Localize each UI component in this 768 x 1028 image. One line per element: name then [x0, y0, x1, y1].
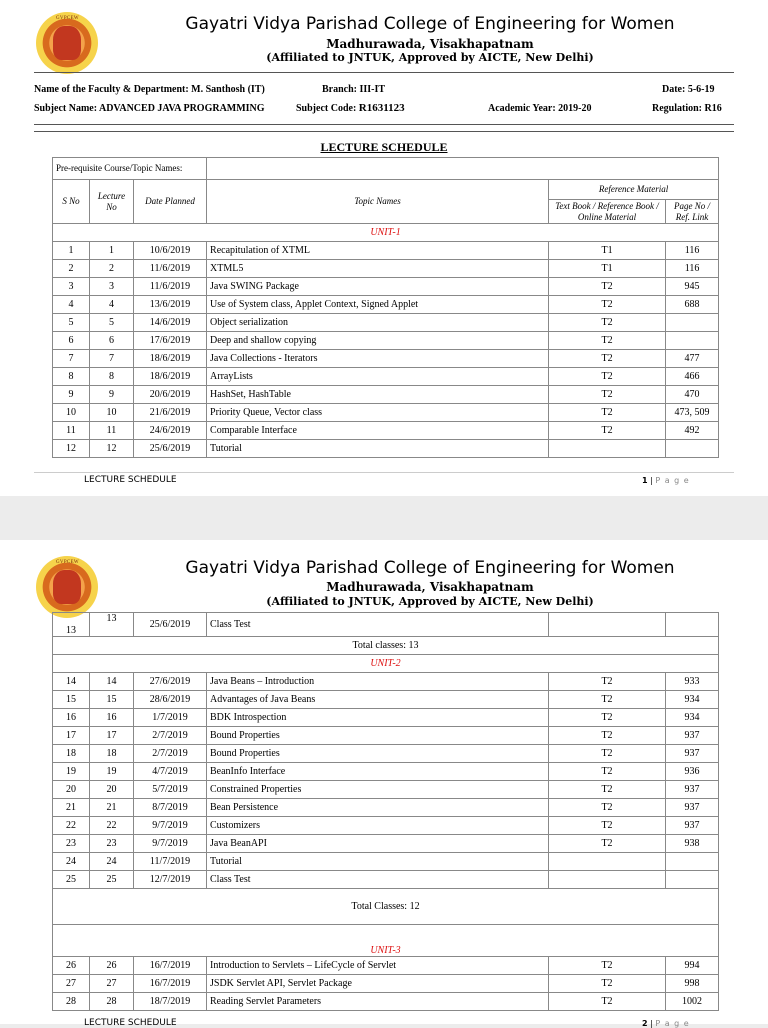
cell-topic: BDK Introspection: [207, 709, 549, 727]
cell-sno: 6: [53, 332, 90, 350]
cell-sno: 1: [53, 242, 90, 260]
cell-date-planned: 25/6/2019: [134, 440, 207, 458]
subject-name: Subject Name: ADVANCED JAVA PROGRAMMING: [34, 103, 265, 114]
total-classes-unit-1: Total classes: 13: [53, 637, 719, 655]
cell-sno: 25: [53, 871, 90, 889]
class-test-topic: Class Test: [207, 613, 549, 637]
cell-lecture-no: 11: [90, 422, 134, 440]
cell-textbook: [549, 871, 666, 889]
cell-topic: Java SWING Package: [207, 278, 549, 296]
cell-lecture-no: 27: [90, 975, 134, 993]
cell-topic: Recapitulation of XTML: [207, 242, 549, 260]
header-date: Date Planned: [134, 180, 207, 224]
college-affiliation: (Affiliated to JNTUK, Approved by AICTE, New Delhi): [266, 51, 594, 64]
cell-page-no: 998: [666, 975, 719, 993]
cell-date-planned: 10/6/2019: [134, 242, 207, 260]
cell-topic: Reading Servlet Parameters: [207, 993, 549, 1011]
footer-label: LECTURE SCHEDULE: [84, 475, 177, 485]
cell-lecture-no: 20: [90, 781, 134, 799]
table-row: [53, 314, 719, 332]
cell-textbook: T2: [549, 745, 666, 763]
cell-date-planned: 2/7/2019: [134, 727, 207, 745]
header-topic: Topic Names: [207, 180, 549, 224]
cell-topic: Comparable Interface: [207, 422, 549, 440]
cell-topic: Deep and shallow copying: [207, 332, 549, 350]
table-row: [53, 709, 719, 727]
college-logo-icon: GVPCEW: [36, 12, 98, 74]
schedule-table-page1: [52, 157, 719, 458]
header-lecture: Lecture No: [90, 180, 134, 224]
table-row: [53, 957, 719, 975]
cell-textbook: T2: [549, 763, 666, 781]
table-row: [53, 368, 719, 386]
unit-3-label: UNIT-3: [53, 925, 719, 957]
cell-date-planned: 11/7/2019: [134, 853, 207, 871]
table-row: [53, 781, 719, 799]
cell-textbook: T2: [549, 975, 666, 993]
schedule-table-page2: [52, 612, 719, 1011]
cell-date-planned: 8/7/2019: [134, 799, 207, 817]
cell-sno: 2: [53, 260, 90, 278]
cell-textbook: T2: [549, 350, 666, 368]
cell-sno: 26: [53, 957, 90, 975]
footer-label: LECTURE SCHEDULE: [84, 1018, 177, 1028]
cell-textbook: T2: [549, 386, 666, 404]
cell-date-planned: 9/7/2019: [134, 835, 207, 853]
cell-sno: 14: [53, 673, 90, 691]
cell-page-no: [666, 871, 719, 889]
table-row: [53, 799, 719, 817]
cell-date-planned: 13/6/2019: [134, 296, 207, 314]
cell-page-no: 938: [666, 835, 719, 853]
unit-2-label: UNIT-2: [53, 655, 719, 673]
cell-lecture-no: 5: [90, 314, 134, 332]
cell-textbook: T1: [549, 260, 666, 278]
college-name: Gayatri Vidya Parishad College of Engineering for Women: [185, 558, 675, 578]
cell-sno: 28: [53, 993, 90, 1011]
cell-lecture-no: 19: [90, 763, 134, 781]
cell-lecture-no: 1: [90, 242, 134, 260]
cell-topic: Tutorial: [207, 440, 549, 458]
cell-sno: 22: [53, 817, 90, 835]
cell-lecture-no: 21: [90, 799, 134, 817]
cell-page-no: 937: [666, 799, 719, 817]
cell-lecture-no: 9: [90, 386, 134, 404]
cell-sno: 18: [53, 745, 90, 763]
cell-lecture-no: 3: [90, 278, 134, 296]
cell-topic: BeanInfo Interface: [207, 763, 549, 781]
cell-page-no: 994: [666, 957, 719, 975]
cell-lecture-no: 26: [90, 957, 134, 975]
college-name: Gayatri Vidya Parishad College of Engineering for Women: [185, 14, 675, 34]
cell-textbook: [549, 440, 666, 458]
table-row: [53, 673, 719, 691]
cell-page-no: [666, 332, 719, 350]
footer-page-1: 1 | P a g e: [642, 476, 690, 485]
cell-sno: 17: [53, 727, 90, 745]
table-row: [53, 332, 719, 350]
cell-topic: Bean Persistence: [207, 799, 549, 817]
cell-date-planned: 2/7/2019: [134, 745, 207, 763]
cell-lecture-no: 8: [90, 368, 134, 386]
cell-topic: Constrained Properties: [207, 781, 549, 799]
cell-lecture-no: 15: [90, 691, 134, 709]
cell-textbook: T2: [549, 727, 666, 745]
cell-page-no: 934: [666, 691, 719, 709]
cell-topic: Object serialization: [207, 314, 549, 332]
cell-textbook: T2: [549, 993, 666, 1011]
cell-textbook: T2: [549, 368, 666, 386]
cell-topic: Java Collections - Iterators: [207, 350, 549, 368]
header-textbook: Text Book / Reference Book / Online Material: [549, 200, 666, 224]
cell-page-no: [666, 853, 719, 871]
table-row: [53, 242, 719, 260]
cell-topic: Priority Queue, Vector class: [207, 404, 549, 422]
table-row: [53, 853, 719, 871]
college-location: Madhurawada, Visakhapatnam: [326, 580, 534, 594]
cell-textbook: T2: [549, 422, 666, 440]
cell-lecture-no: 17: [90, 727, 134, 745]
table-row: [53, 278, 719, 296]
cell-date-planned: 20/6/2019: [134, 386, 207, 404]
cell-date-planned: 21/6/2019: [134, 404, 207, 422]
class-test-lecture: 13: [90, 613, 134, 637]
cell-sno: 21: [53, 799, 90, 817]
cell-textbook: T2: [549, 957, 666, 975]
branch: Branch: III-IT: [322, 84, 386, 95]
cell-date-planned: 17/6/2019: [134, 332, 207, 350]
class-test-sno: 13: [53, 613, 90, 637]
cell-lecture-no: 2: [90, 260, 134, 278]
cell-lecture-no: 10: [90, 404, 134, 422]
cell-date-planned: 24/6/2019: [134, 422, 207, 440]
cell-textbook: T2: [549, 781, 666, 799]
cell-page-no: 477: [666, 350, 719, 368]
cell-topic: Advantages of Java Beans: [207, 691, 549, 709]
cell-page-no: 937: [666, 727, 719, 745]
cell-lecture-no: 18: [90, 745, 134, 763]
page-2: [0, 540, 768, 1028]
cell-page-no: [666, 314, 719, 332]
cell-textbook: T2: [549, 835, 666, 853]
cell-date-planned: 11/6/2019: [134, 260, 207, 278]
cell-textbook: T2: [549, 799, 666, 817]
cell-textbook: [549, 853, 666, 871]
cell-date-planned: 5/7/2019: [134, 781, 207, 799]
table-row: [53, 386, 719, 404]
cell-topic: Customizers: [207, 817, 549, 835]
cell-lecture-no: 16: [90, 709, 134, 727]
cell-sno: 10: [53, 404, 90, 422]
cell-date-planned: 12/7/2019: [134, 871, 207, 889]
total-classes-unit-2: Total Classes: 12: [53, 889, 719, 925]
header-page: Page No / Ref. Link: [666, 200, 719, 224]
cell-textbook: T2: [549, 404, 666, 422]
table-row: [53, 404, 719, 422]
cell-page-no: 688: [666, 296, 719, 314]
cell-date-planned: 16/7/2019: [134, 975, 207, 993]
cell-sno: 8: [53, 368, 90, 386]
cell-page-no: 937: [666, 817, 719, 835]
cell-date-planned: 28/6/2019: [134, 691, 207, 709]
cell-topic: Java Beans – Introduction: [207, 673, 549, 691]
cell-textbook: T2: [549, 332, 666, 350]
table-row: [53, 350, 719, 368]
cell-page-no: 473, 509: [666, 404, 719, 422]
cell-sno: 23: [53, 835, 90, 853]
cell-sno: 3: [53, 278, 90, 296]
cell-page-no: 116: [666, 260, 719, 278]
cell-topic: Use of System class, Applet Context, Signed Applet: [207, 296, 549, 314]
college-affiliation: (Affiliated to JNTUK, Approved by AICTE, New Delhi): [266, 595, 594, 608]
cell-lecture-no: 6: [90, 332, 134, 350]
table-row: [53, 871, 719, 889]
unit-1-label: UNIT-1: [53, 224, 719, 242]
table-row: [53, 440, 719, 458]
cell-topic: Tutorial: [207, 853, 549, 871]
schedule-title: LECTURE SCHEDULE: [320, 140, 448, 154]
cell-lecture-no: 23: [90, 835, 134, 853]
table-row: [53, 835, 719, 853]
cell-textbook: T2: [549, 314, 666, 332]
cell-page-no: 937: [666, 781, 719, 799]
cell-page-no: 945: [666, 278, 719, 296]
cell-date-planned: 16/7/2019: [134, 957, 207, 975]
cell-topic: HashSet, HashTable: [207, 386, 549, 404]
cell-sno: 15: [53, 691, 90, 709]
cell-topic: Introduction to Servlets – LifeCycle of Servlet: [207, 957, 549, 975]
cell-date-planned: 11/6/2019: [134, 278, 207, 296]
cell-date-planned: 18/6/2019: [134, 350, 207, 368]
page-1: [0, 0, 768, 496]
cell-date-planned: 9/7/2019: [134, 817, 207, 835]
cell-page-no: 466: [666, 368, 719, 386]
cell-sno: 9: [53, 386, 90, 404]
cell-page-no: 1002: [666, 993, 719, 1011]
cell-sno: 16: [53, 709, 90, 727]
footer-page-2: 2 | P a g e: [642, 1019, 690, 1028]
table-row: [53, 260, 719, 278]
cell-textbook: T2: [549, 709, 666, 727]
table-row: [53, 975, 719, 993]
college-logo-icon: GVPCEW: [36, 556, 98, 618]
cell-textbook: T2: [549, 691, 666, 709]
cell-lecture-no: 25: [90, 871, 134, 889]
cell-lecture-no: 22: [90, 817, 134, 835]
cell-sno: 7: [53, 350, 90, 368]
header-reference: Reference Material: [549, 180, 719, 200]
cell-sno: 5: [53, 314, 90, 332]
table-row: [53, 763, 719, 781]
table-row: [53, 993, 719, 1011]
table-row: [53, 745, 719, 763]
cell-page-no: 492: [666, 422, 719, 440]
cell-topic: JSDK Servlet API, Servlet Package: [207, 975, 549, 993]
cell-sno: 27: [53, 975, 90, 993]
cell-page-no: 470: [666, 386, 719, 404]
cell-page-no: 937: [666, 745, 719, 763]
cell-date-planned: 18/6/2019: [134, 368, 207, 386]
cell-page-no: 934: [666, 709, 719, 727]
cell-textbook: T2: [549, 278, 666, 296]
cell-lecture-no: 4: [90, 296, 134, 314]
subject-code: Subject Code: R1631123: [296, 102, 405, 114]
cell-page-no: [666, 440, 719, 458]
cell-textbook: T2: [549, 817, 666, 835]
cell-lecture-no: 24: [90, 853, 134, 871]
cell-lecture-no: 14: [90, 673, 134, 691]
cell-topic: Bound Properties: [207, 745, 549, 763]
table-row: [53, 817, 719, 835]
faculty-name: Name of the Faculty & Department: M. Santhosh (IT): [34, 84, 265, 95]
academic-year: Academic Year: 2019-20: [488, 103, 592, 114]
cell-textbook: T2: [549, 296, 666, 314]
cell-date-planned: 14/6/2019: [134, 314, 207, 332]
cell-topic: Class Test: [207, 871, 549, 889]
cell-date-planned: 1/7/2019: [134, 709, 207, 727]
date: Date: 5-6-19: [662, 84, 715, 95]
cell-sno: 12: [53, 440, 90, 458]
table-row: [53, 691, 719, 709]
header-sno: S No: [53, 180, 90, 224]
cell-page-no: 936: [666, 763, 719, 781]
cell-sno: 11: [53, 422, 90, 440]
regulation: Regulation: R16: [652, 103, 722, 114]
college-location: Madhurawada, Visakhapatnam: [326, 37, 534, 51]
cell-lecture-no: 28: [90, 993, 134, 1011]
table-row: [53, 727, 719, 745]
cell-date-planned: 27/6/2019: [134, 673, 207, 691]
cell-sno: 19: [53, 763, 90, 781]
cell-topic: Java BeanAPI: [207, 835, 549, 853]
cell-textbook: T2: [549, 673, 666, 691]
cell-date-planned: 18/7/2019: [134, 993, 207, 1011]
cell-textbook: T1: [549, 242, 666, 260]
cell-lecture-no: 7: [90, 350, 134, 368]
table-row: [53, 296, 719, 314]
cell-topic: XTML5: [207, 260, 549, 278]
cell-topic: Bound Properties: [207, 727, 549, 745]
cell-sno: 4: [53, 296, 90, 314]
cell-page-no: 116: [666, 242, 719, 260]
cell-lecture-no: 12: [90, 440, 134, 458]
prereq-label: Pre-requisite Course/Topic Names:: [53, 158, 207, 180]
cell-sno: 24: [53, 853, 90, 871]
cell-page-no: 933: [666, 673, 719, 691]
cell-topic: ArrayLists: [207, 368, 549, 386]
cell-sno: 20: [53, 781, 90, 799]
class-test-date: 25/6/2019: [134, 613, 207, 637]
table-row: [53, 422, 719, 440]
cell-date-planned: 4/7/2019: [134, 763, 207, 781]
